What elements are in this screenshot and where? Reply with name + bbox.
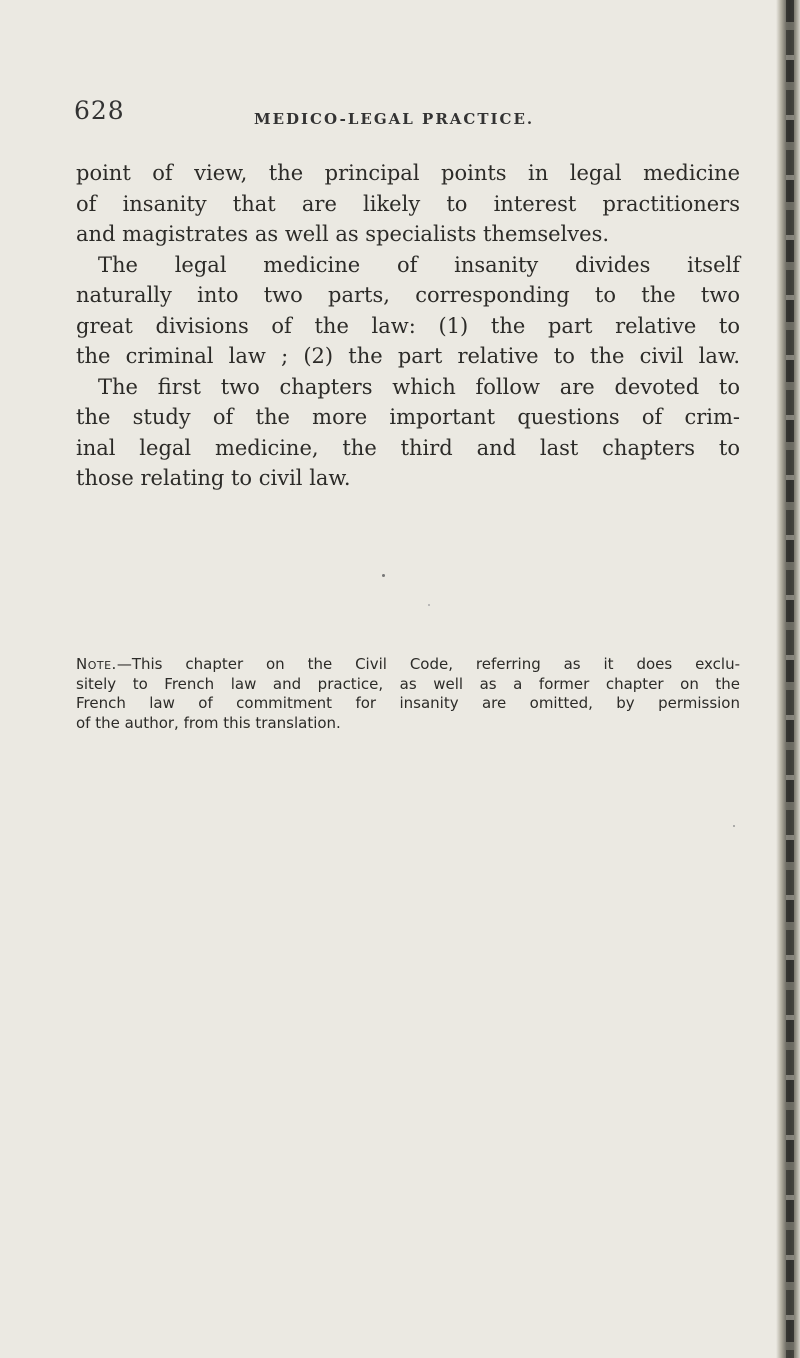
footnote-line: French law of commitment for insanity are omitted, by permission [76,694,740,712]
body-line: naturally into two parts, corresponding to the two [76,283,740,307]
body-line: The legal medicine of insanity divides itself [98,252,740,277]
body-paragraphs [76,158,740,494]
footnote-label: Note. [76,655,117,673]
footnote-text: —This chapter on the Civil Code, referring as it does exclu- [116,655,740,673]
footnote-line [76,655,740,675]
print-speck [733,825,735,827]
body-line: the study of the more important questions of crim- [76,405,740,429]
body-line: and magistrates as well as specialists themselves. [76,222,610,246]
running-head: MEDICO-LEGAL PRACTICE. [254,110,535,128]
body-line: The first two chapters which follow are devoted to [98,374,740,399]
page-edge-strip [786,0,794,1358]
print-speck [382,574,385,577]
footnote-line: sitely to French law and practice, as well as a former chapter on the [76,674,740,693]
body-line: of insanity that are likely to interest practitioners [76,191,740,216]
body-line: those relating to civil law. [76,466,351,490]
footnote [76,655,740,733]
body-line: point of view, the principal points in legal medicine [76,161,740,185]
body-line: the criminal law ; (2) the part relative to the civil law. [76,344,740,368]
body-line: inal legal medicine, the third and last chapters to [76,435,740,460]
page-number: 628 [74,96,125,125]
print-speck [428,604,430,606]
body-line: great divisions of the law: (1) the part relative to [76,313,740,338]
footnote-line: of the author, from this translation. [76,713,341,732]
